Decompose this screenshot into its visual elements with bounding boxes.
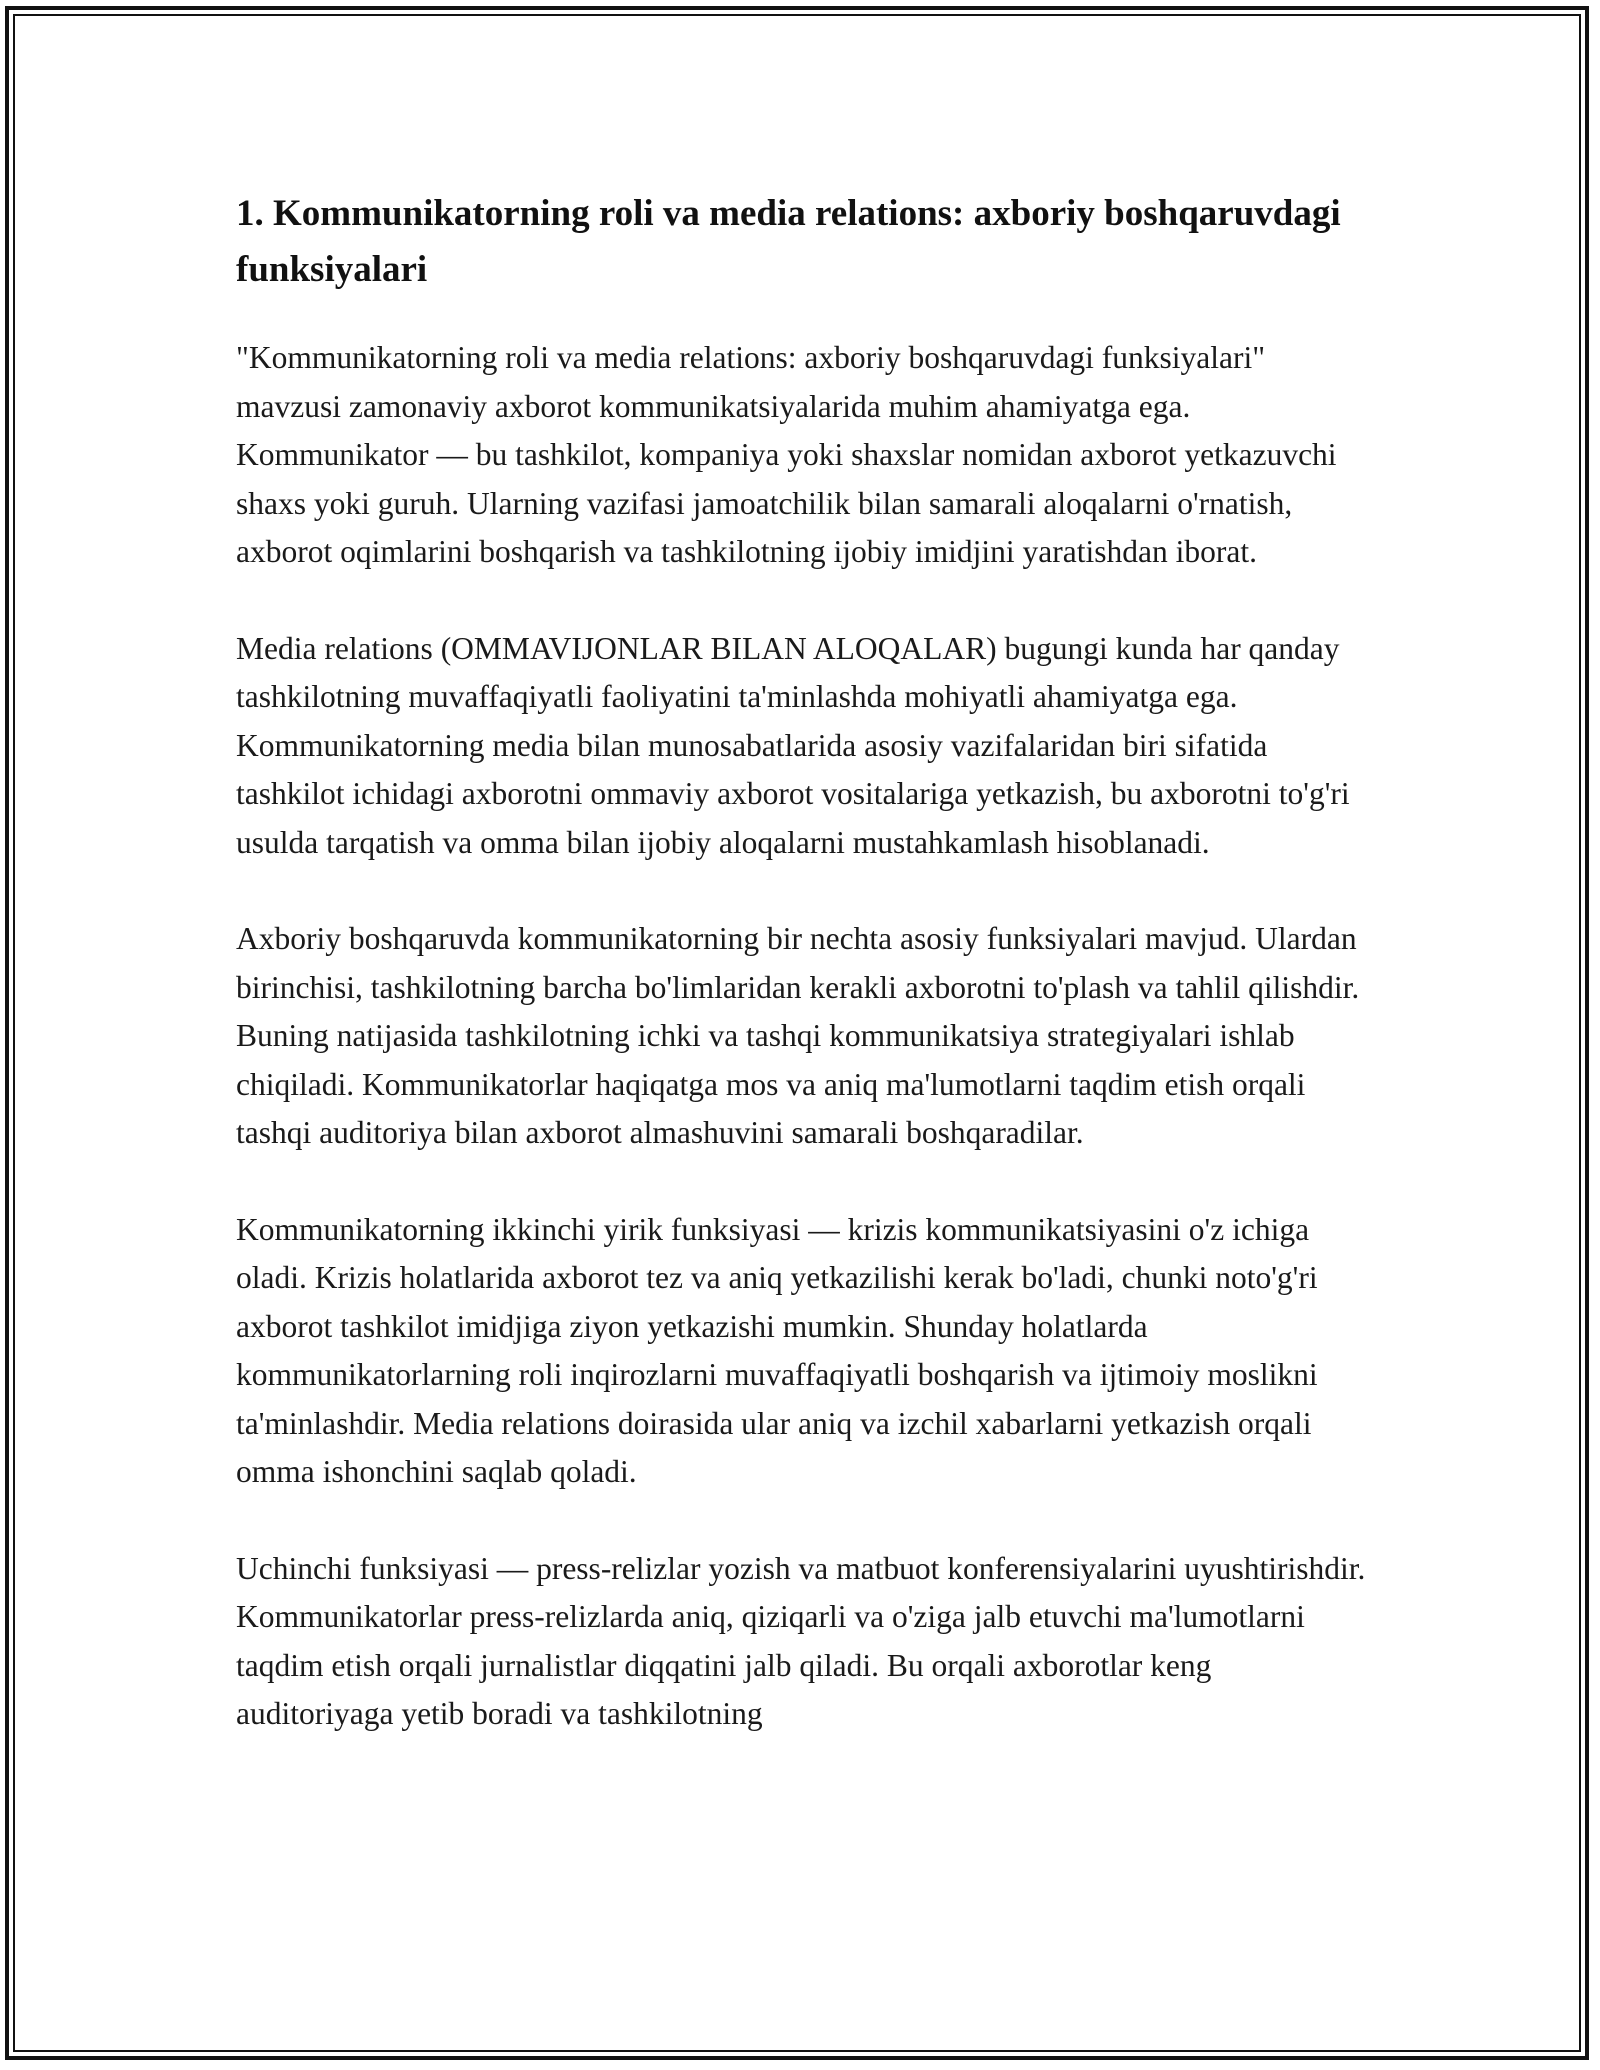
- paragraph-media-relations: Media relations (OMMAVIJONLAR BILAN ALOQALAR) bugungi kunda har qanday tashkilotning muvaffaqiyatli faoliyatini ta'minlashda mohiyatli ahamiyatga ega. Kommunikatorning media bilan munosabatlarida asosiy vazifalaridan biri sifatida tashkilot ichidagi axborotni ommaviy axborot vositalariga yetkazish, bu axborotni to'g'ri usulda tarqatish va omma bilan ijobiy aloqalarni mustahkamlash hisoblanadi.: [236, 630, 1350, 860]
- paragraph-first-function: Axboriy boshqaruvda kommunikatorning bir nechta asosiy funksiyalari mavjud. Ulardan birinchisi, tashkilotning barcha bo'limlaridan kerakli axborotni to'plash va tahlil qilishdir. Buning natijasida tashkilotning ichki va tashqi kommunikatsiya strategiyalari ishlab chiqiladi. Kommunikatorlar haqiqatga mos va aniq ma'lumotlarni taqdim etish orqali tashqi auditoriya bilan axborot almashuvini samarali boshqaradilar.: [236, 921, 1360, 1150]
- paragraph-second-function: Kommunikatorning ikkinchi yirik funksiyasi — krizis kommunikatsiyasini o'z ichiga oladi. Krizis holatlarida axborot tez va aniq yetkazilishi kerak bo'ladi, chunki noto'g'ri axborot tashkilot imidjiga ziyon yetkazishi mumkin. Shunday holatlarda kommunikatorlarning roli inqirozlarni muvaffaqiyatli boshqarish va ijtimoiy moslikni ta'minlashdir. Media relations doirasida ular aniq va izchil xabarlarni yetkazish orqali omma ishonchini saqlab qoladi.: [236, 1211, 1318, 1489]
- paragraph-intro: "Kommunikatorning roli va media relations: axboriy boshqaruvdagi funksiyalari" mavzusi zamonaviy axborot kommunikatsiyalarida muhim ahamiyatga ega. Kommunikator — bu tashkilot, kompaniya yoki shaxslar nomidan axborot yetkazuvchi shaxs yoki guruh. Ularning vazifasi jamoatchilik bilan samarali aloqalarni o'rnatish, axborot oqimlarini boshqarish va tashkilotning ijobiy imidjini yaratishdan iborat.: [236, 340, 1337, 569]
- paragraph-third-function: Uchinchi funksiyasi — press-relizlar yozish va matbuot konferensiyalarini uyushtirishdir. Kommunikatorlar press-relizlarda aniq, qiziqarli va o'ziga jalb etuvchi ma'lumotlarni taqdim etish orqali jurnalistlar diqqatini jalb qiladi. Bu orqali axborotlar keng auditoriyaga yetib boradi va tashkilotning: [236, 1550, 1366, 1731]
- document-body: [236, 186, 1366, 1787]
- section-title: 1. Kommunikatorning roli va media relations: axboriy boshqaruvdagi funksiyalari: [236, 193, 1341, 290]
